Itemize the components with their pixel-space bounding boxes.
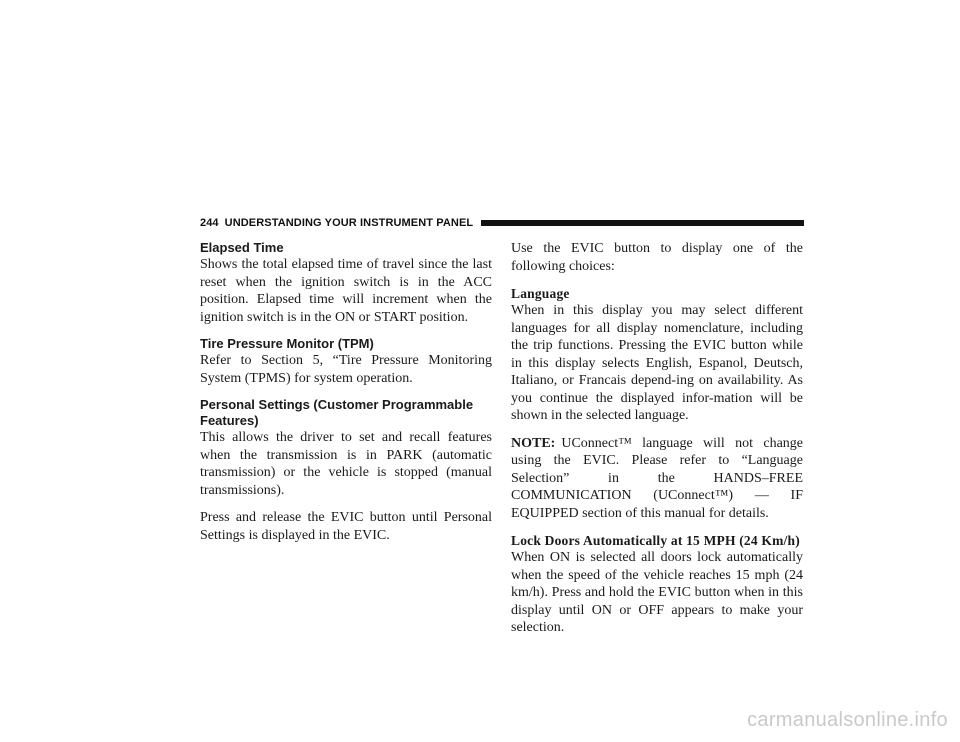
left-column	[200, 240, 492, 554]
watermark: carmanualsonline.info	[747, 709, 948, 731]
lock-doors-heading: Lock Doors Automatically at 15 MPH (24 Km/h)	[511, 533, 800, 548]
tpm-body: Refer to Section 5, “Tire Pressure Monitoring System (TPMS) for system operation.	[200, 353, 492, 386]
personal-settings-heading: Personal Settings (Customer Programmable Features)	[200, 397, 474, 428]
right-column	[511, 240, 803, 647]
intro-paragraph: Use the EVIC button to display one of the following choices:	[511, 241, 803, 274]
personal-settings-body-2: Press and release the EVIC button until Personal Settings is displayed in the EVIC.	[200, 510, 492, 543]
section-title: UNDERSTANDING YOUR INSTRUMENT PANEL	[224, 217, 474, 229]
tpm-heading: Tire Pressure Monitor (TPM)	[200, 336, 374, 351]
note-body: UConnect™ language will not change using the EVIC. Please refer to “Language Selection” in the HANDS–FREE COMMUNICATION (UConnect™) — IF EQUIPPED section of this manual for details.	[511, 435, 803, 521]
elapsed-time-body: Shows the total elapsed time of travel since the last reset when the ignition switch is in the ACC position. Elapsed time will increment when the ignition switch is in the ON or START position.	[200, 257, 492, 325]
language-body: When in this display you may select different languages for all display nomenclature, including the trip functions. Pressing the EVIC button while in this display selects English, Espanol, Deutsch, Italiano, or Francais depend-ing on availability. As you continue the displayed infor-mation will be shown in the selected language.	[511, 303, 803, 423]
page-number: 244	[200, 217, 219, 229]
header-rule	[481, 220, 804, 226]
elapsed-time-heading: Elapsed Time	[200, 240, 284, 255]
note-paragraph	[511, 435, 803, 523]
lock-doors-body: When ON is selected all doors lock automatically when the speed of the vehicle reaches 15 mph (24 km/h). Press and hold the EVIC button when in this display until ON or OFF appears to make your selection.	[511, 550, 803, 635]
page-header	[200, 216, 804, 230]
language-heading: Language	[511, 286, 570, 301]
personal-settings-body-1: This allows the driver to set and recall features when the transmission is in PARK (automatic transmission) or the vehicle is stopped (manual transmissions).	[200, 430, 492, 498]
note-label: NOTE:	[511, 435, 556, 451]
